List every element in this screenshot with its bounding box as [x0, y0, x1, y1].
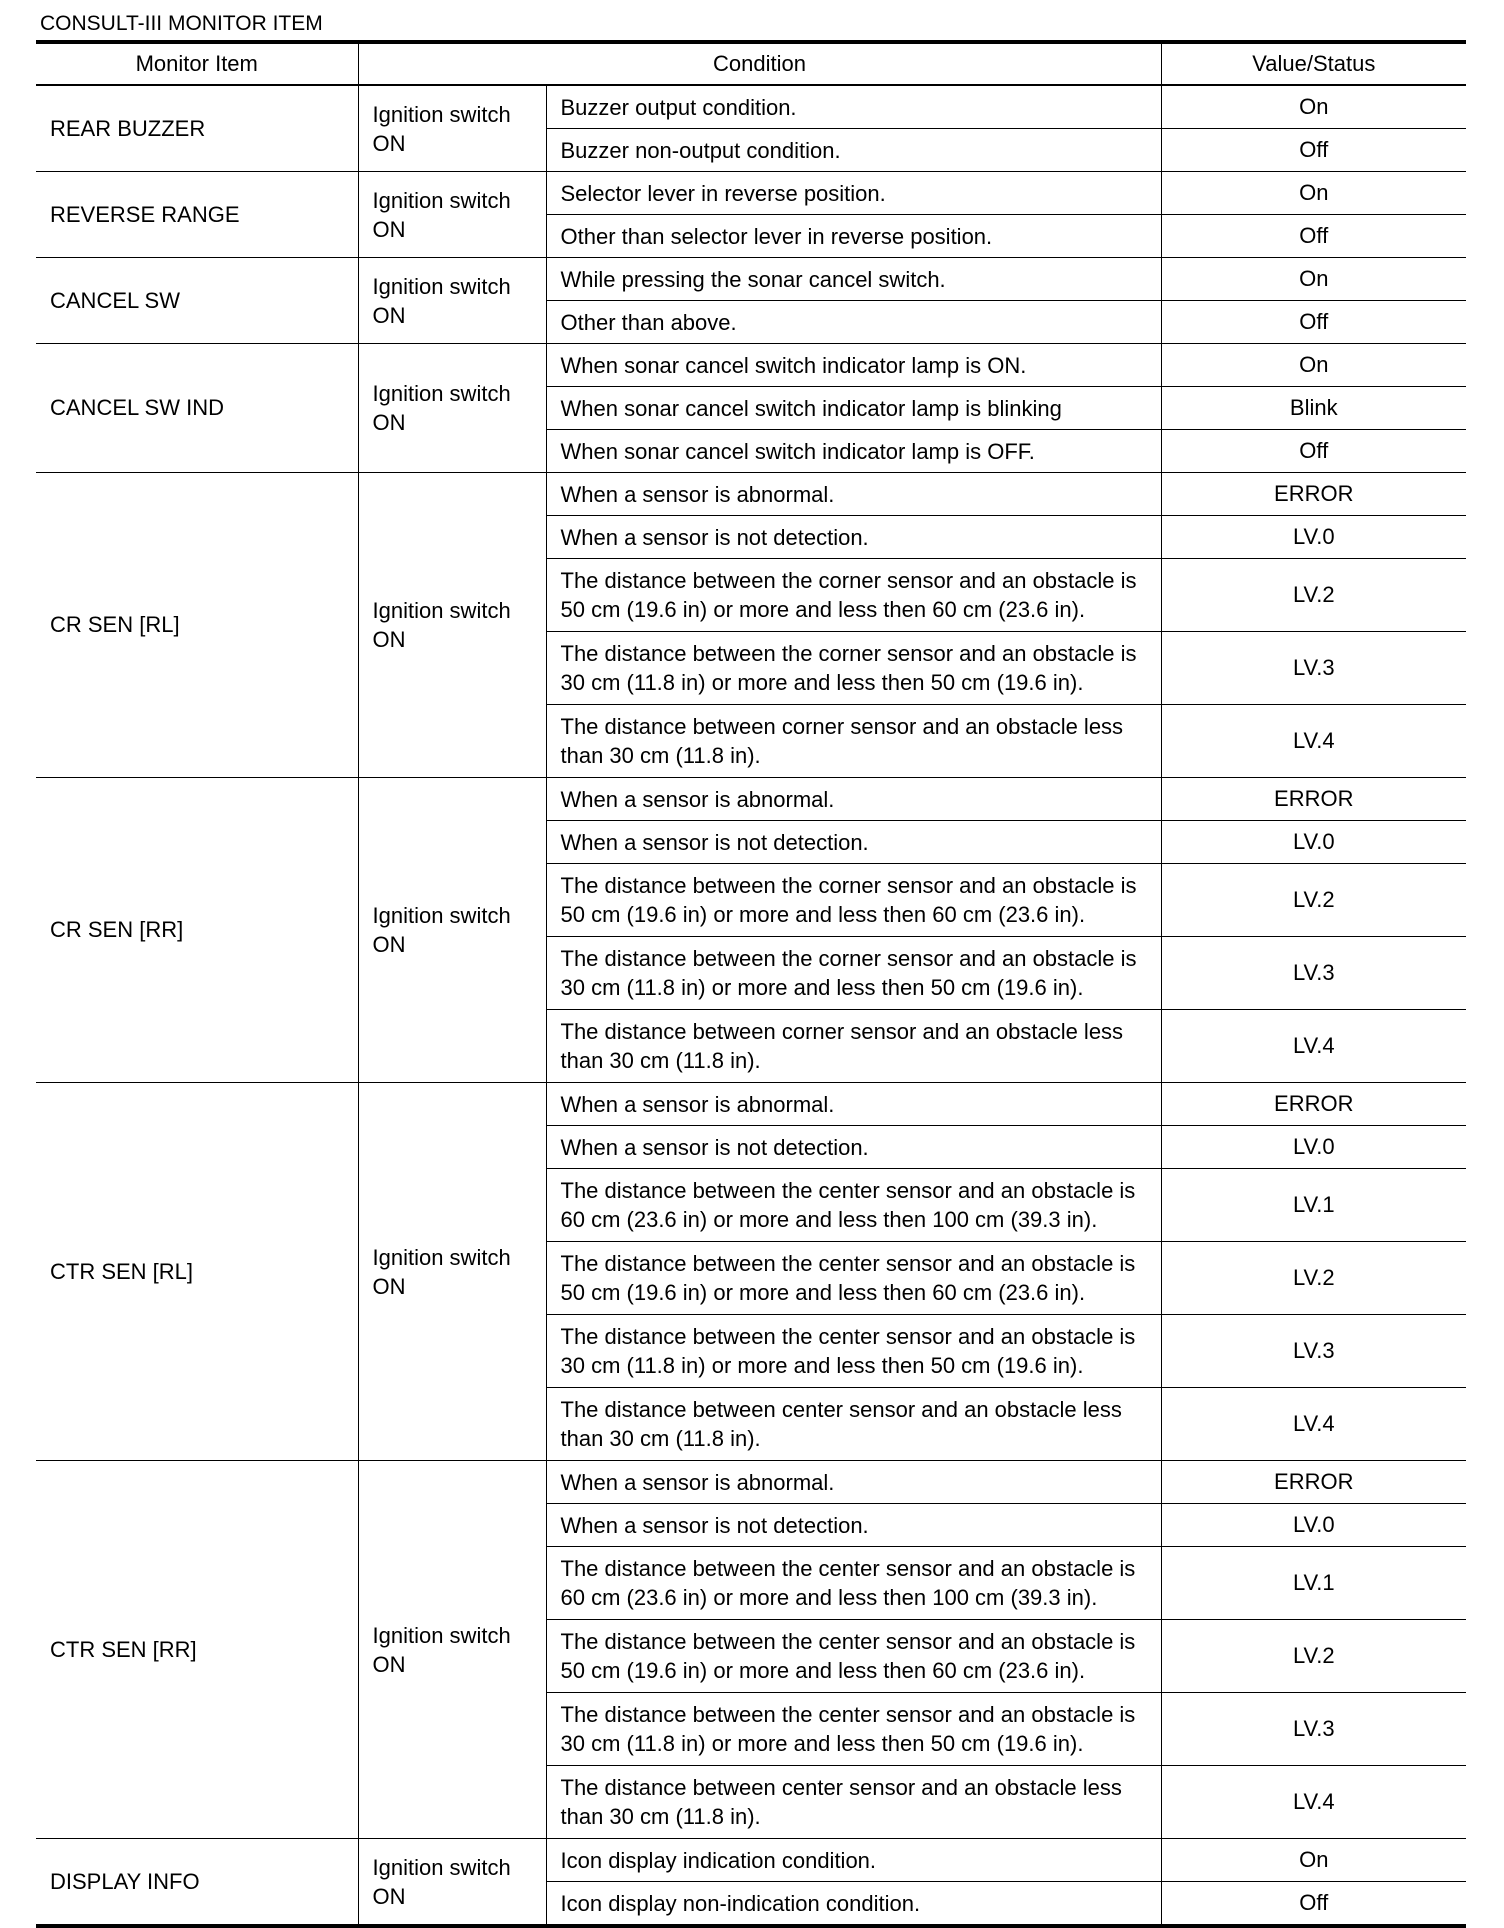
condition-text: While pressing the sonar cancel switch.: [546, 258, 1161, 301]
value-status: LV.2: [1161, 864, 1466, 937]
condition-text: Icon display non-indication condition.: [546, 1882, 1161, 1927]
table-row: [36, 85, 1466, 129]
header-condition: Condition: [358, 42, 1161, 85]
value-status: LV.0: [1161, 516, 1466, 559]
condition-text: Other than above.: [546, 301, 1161, 344]
table-row: [36, 1461, 1466, 1504]
table-row: [36, 344, 1466, 387]
value-status: LV.3: [1161, 1693, 1466, 1766]
monitor-item-name: CANCEL SW IND: [36, 344, 358, 473]
value-status: ERROR: [1161, 1083, 1466, 1126]
value-status: LV.4: [1161, 1388, 1466, 1461]
monitor-group: [36, 1461, 1466, 1839]
condition-text: The distance between the center sensor and an obstacle is 30 cm (11.8 in) or more and less then 50 cm (19.6 in).: [546, 1693, 1161, 1766]
monitor-item-name: CTR SEN [RL]: [36, 1083, 358, 1461]
value-status: LV.2: [1161, 1620, 1466, 1693]
monitor-group: [36, 258, 1466, 344]
condition-text: The distance between the corner sensor and an obstacle is 30 cm (11.8 in) or more and less then 50 cm (19.6 in).: [546, 632, 1161, 705]
value-status: LV.2: [1161, 559, 1466, 632]
condition-text: The distance between the center sensor and an obstacle is 60 cm (23.6 in) or more and less then 100 cm (39.3 in).: [546, 1169, 1161, 1242]
ignition-condition: Ignition switch ON: [358, 172, 546, 258]
condition-text: The distance between center sensor and an obstacle less than 30 cm (11.8 in).: [546, 1766, 1161, 1839]
value-status: LV.2: [1161, 1242, 1466, 1315]
monitor-item-name: DISPLAY INFO: [36, 1839, 358, 1927]
value-status: Off: [1161, 430, 1466, 473]
table-row: [36, 1083, 1466, 1126]
value-status: LV.0: [1161, 821, 1466, 864]
ignition-condition: Ignition switch ON: [358, 344, 546, 473]
monitor-item-name: REAR BUZZER: [36, 85, 358, 172]
value-status: ERROR: [1161, 778, 1466, 821]
monitor-item-name: CTR SEN [RR]: [36, 1461, 358, 1839]
value-status: LV.1: [1161, 1169, 1466, 1242]
table-row: [36, 473, 1466, 516]
condition-text: The distance between the corner sensor and an obstacle is 30 cm (11.8 in) or more and less then 50 cm (19.6 in).: [546, 937, 1161, 1010]
value-status: ERROR: [1161, 473, 1466, 516]
table-row: [36, 172, 1466, 215]
value-status: LV.0: [1161, 1504, 1466, 1547]
value-status: LV.3: [1161, 937, 1466, 1010]
condition-text: The distance between the center sensor and an obstacle is 60 cm (23.6 in) or more and less then 100 cm (39.3 in).: [546, 1547, 1161, 1620]
condition-text: When sonar cancel switch indicator lamp is OFF.: [546, 430, 1161, 473]
table-row: [36, 1839, 1466, 1882]
value-status: Off: [1161, 129, 1466, 172]
value-status: LV.0: [1161, 1126, 1466, 1169]
ignition-condition: Ignition switch ON: [358, 778, 546, 1083]
value-status: On: [1161, 85, 1466, 129]
condition-text: When a sensor is not detection.: [546, 1504, 1161, 1547]
ignition-condition: Ignition switch ON: [358, 473, 546, 778]
condition-text: The distance between center sensor and an obstacle less than 30 cm (11.8 in).: [546, 1388, 1161, 1461]
ignition-condition: Ignition switch ON: [358, 258, 546, 344]
condition-text: When a sensor is abnormal.: [546, 473, 1161, 516]
value-status: LV.1: [1161, 1547, 1466, 1620]
condition-text: The distance between the center sensor and an obstacle is 50 cm (19.6 in) or more and less then 60 cm (23.6 in).: [546, 1620, 1161, 1693]
value-status: LV.4: [1161, 1010, 1466, 1083]
monitor-group: [36, 344, 1466, 473]
value-status: On: [1161, 344, 1466, 387]
ignition-condition: Ignition switch ON: [358, 85, 546, 172]
condition-text: Icon display indication condition.: [546, 1839, 1161, 1882]
value-status: Off: [1161, 1882, 1466, 1927]
condition-text: When a sensor is not detection.: [546, 516, 1161, 559]
condition-text: Other than selector lever in reverse position.: [546, 215, 1161, 258]
value-status: LV.4: [1161, 705, 1466, 778]
condition-text: The distance between corner sensor and an obstacle less than 30 cm (11.8 in).: [546, 705, 1161, 778]
value-status: LV.3: [1161, 1315, 1466, 1388]
table-row: [36, 778, 1466, 821]
monitor-item-name: CANCEL SW: [36, 258, 358, 344]
condition-text: The distance between the corner sensor and an obstacle is 50 cm (19.6 in) or more and less then 60 cm (23.6 in).: [546, 559, 1161, 632]
ignition-condition: Ignition switch ON: [358, 1461, 546, 1839]
table-row: [36, 258, 1466, 301]
monitor-item-table: [36, 40, 1466, 1928]
value-status: LV.3: [1161, 632, 1466, 705]
value-status: On: [1161, 172, 1466, 215]
value-status: Blink: [1161, 387, 1466, 430]
condition-text: When a sensor is not detection.: [546, 821, 1161, 864]
condition-text: When a sensor is abnormal.: [546, 778, 1161, 821]
monitor-group: [36, 172, 1466, 258]
condition-text: The distance between the corner sensor and an obstacle is 50 cm (19.6 in) or more and less then 60 cm (23.6 in).: [546, 864, 1161, 937]
condition-text: When a sensor is abnormal.: [546, 1461, 1161, 1504]
value-status: Off: [1161, 215, 1466, 258]
value-status: Off: [1161, 301, 1466, 344]
value-status: ERROR: [1161, 1461, 1466, 1504]
page-title: CONSULT-III MONITOR ITEM: [40, 12, 323, 35]
ignition-condition: Ignition switch ON: [358, 1083, 546, 1461]
header-value-status: Value/Status: [1161, 42, 1466, 85]
condition-text: Buzzer output condition.: [546, 85, 1161, 129]
condition-text: Buzzer non-output condition.: [546, 129, 1161, 172]
condition-text: When a sensor is abnormal.: [546, 1083, 1161, 1126]
monitor-group: [36, 1839, 1466, 1927]
condition-text: Selector lever in reverse position.: [546, 172, 1161, 215]
header-monitor-item: Monitor Item: [36, 42, 358, 85]
value-status: On: [1161, 1839, 1466, 1882]
value-status: On: [1161, 258, 1466, 301]
condition-text: The distance between the center sensor and an obstacle is 50 cm (19.6 in) or more and less then 60 cm (23.6 in).: [546, 1242, 1161, 1315]
monitor-group: [36, 85, 1466, 172]
condition-text: The distance between the center sensor and an obstacle is 30 cm (11.8 in) or more and less then 50 cm (19.6 in).: [546, 1315, 1161, 1388]
monitor-item-name: CR SEN [RL]: [36, 473, 358, 778]
condition-text: When sonar cancel switch indicator lamp is blinking: [546, 387, 1161, 430]
monitor-group: [36, 1083, 1466, 1461]
condition-text: The distance between corner sensor and an obstacle less than 30 cm (11.8 in).: [546, 1010, 1161, 1083]
monitor-item-name: CR SEN [RR]: [36, 778, 358, 1083]
condition-text: When sonar cancel switch indicator lamp is ON.: [546, 344, 1161, 387]
header-row: [36, 42, 1466, 85]
ignition-condition: Ignition switch ON: [358, 1839, 546, 1927]
monitor-group: [36, 778, 1466, 1083]
value-status: LV.4: [1161, 1766, 1466, 1839]
condition-text: When a sensor is not detection.: [546, 1126, 1161, 1169]
monitor-item-name: REVERSE RANGE: [36, 172, 358, 258]
monitor-group: [36, 473, 1466, 778]
